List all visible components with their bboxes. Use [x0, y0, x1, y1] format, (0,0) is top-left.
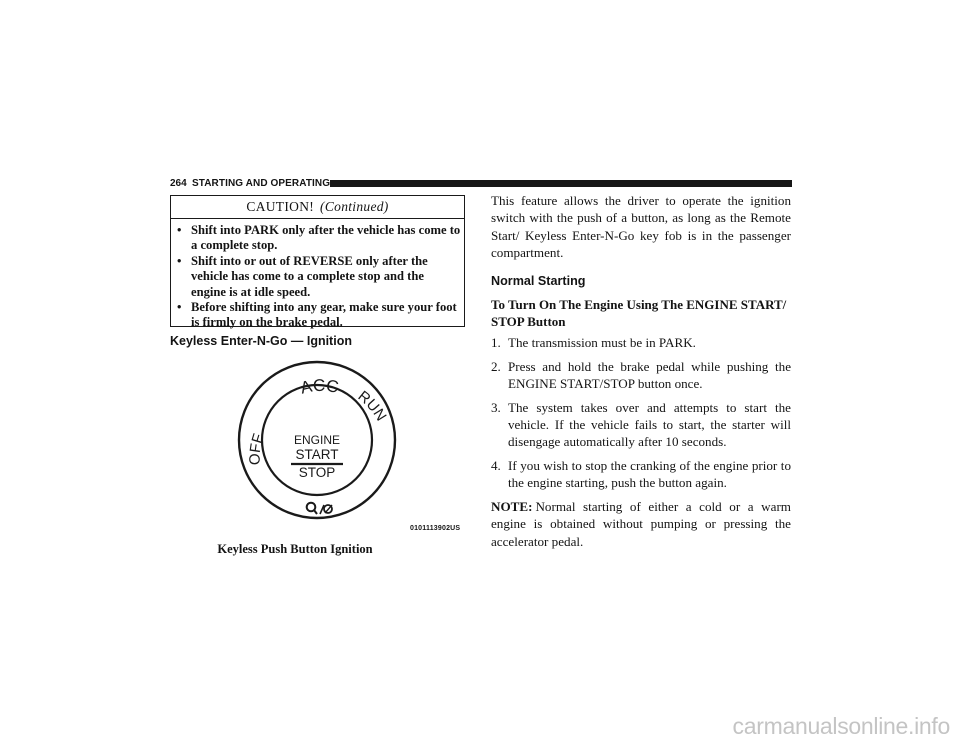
step-number: 1.: [491, 335, 501, 351]
off-label: OFF: [246, 431, 268, 466]
note-label: NOTE:: [491, 498, 533, 514]
caution-item: [177, 300, 462, 331]
caution-item: [177, 254, 462, 300]
turn-on-heading: To Turn On The Engine Using The ENGINE START/ STOP Button: [491, 296, 787, 330]
note-paragraph: [491, 498, 791, 550]
caution-item-text: Shift into or out of REVERSE only after the vehicle has come to a complete stop and the engine is at idle speed.: [191, 253, 428, 299]
step-item: [491, 358, 791, 393]
caution-item: [177, 223, 462, 254]
acc-label: ACC: [298, 375, 341, 398]
step-text: If you wish to stop the cranking of the engine prior to the engine starting, push the button again.: [508, 457, 791, 491]
page-number: 264: [170, 178, 187, 189]
stop-label: STOP: [298, 465, 336, 480]
figure-caption: Keyless Push Button Ignition: [217, 542, 373, 556]
step-text: Press and hold the brake pedal while pushing the ENGINE START/STOP button once.: [508, 358, 791, 392]
step-text: The system takes over and attempts to start the vehicle. If the vehicle fails to start, the starter will disengage automatically after 10 seconds.: [508, 399, 791, 450]
caution-box: [170, 195, 465, 330]
keyless-heading: Keyless Enter-N-Go — Ignition: [170, 334, 352, 348]
step-text: The transmission must be in PARK.: [508, 335, 696, 351]
normal-starting-heading: Normal Starting: [491, 273, 586, 288]
right-column: [491, 192, 791, 550]
bullet-icon: •: [177, 253, 182, 268]
bullet-icon: •: [177, 223, 182, 237]
step-item: [491, 457, 791, 492]
caution-item-text: Shift into PARK only after the vehicle has come to a complete stop.: [191, 223, 461, 253]
power-symbol-icon: [307, 503, 332, 514]
caution-continued: (Continued): [320, 199, 389, 214]
intro-paragraph: This feature allows the driver to operate the ignition switch with the push of a button, as long as the Remote Start/ Keyless Enter-N-Go key fob is in the passenger compartment.: [491, 193, 791, 261]
run-label: RUN: [354, 387, 390, 425]
step-number: 3.: [491, 399, 501, 415]
caution-list: [177, 223, 462, 331]
bullet-icon: •: [177, 300, 182, 315]
figure-code: 0101113902US: [410, 525, 461, 532]
caution-item-text: Before shifting into any gear, make sure your foot is firmly on the brake pedal.: [191, 300, 457, 330]
step-item: [491, 334, 791, 351]
header-rule: [330, 180, 792, 187]
engine-label: ENGINE: [293, 433, 341, 447]
running-header: [170, 178, 792, 190]
step-number: 2.: [491, 358, 501, 374]
watermark: carmanualsonline.info: [732, 713, 950, 739]
step-item: [491, 399, 791, 451]
start-label: START: [295, 447, 339, 462]
note-text: Normal starting of either a cold or a warm engine is obtained without pumping or pressing the accelerator pedal.: [491, 498, 791, 549]
caution-heading: [171, 196, 464, 219]
caution-title: CAUTION!: [246, 199, 315, 214]
ignition-button-illustration: [230, 360, 465, 540]
section-title: STARTING AND OPERATING: [192, 178, 331, 189]
step-number: 4.: [491, 457, 501, 473]
